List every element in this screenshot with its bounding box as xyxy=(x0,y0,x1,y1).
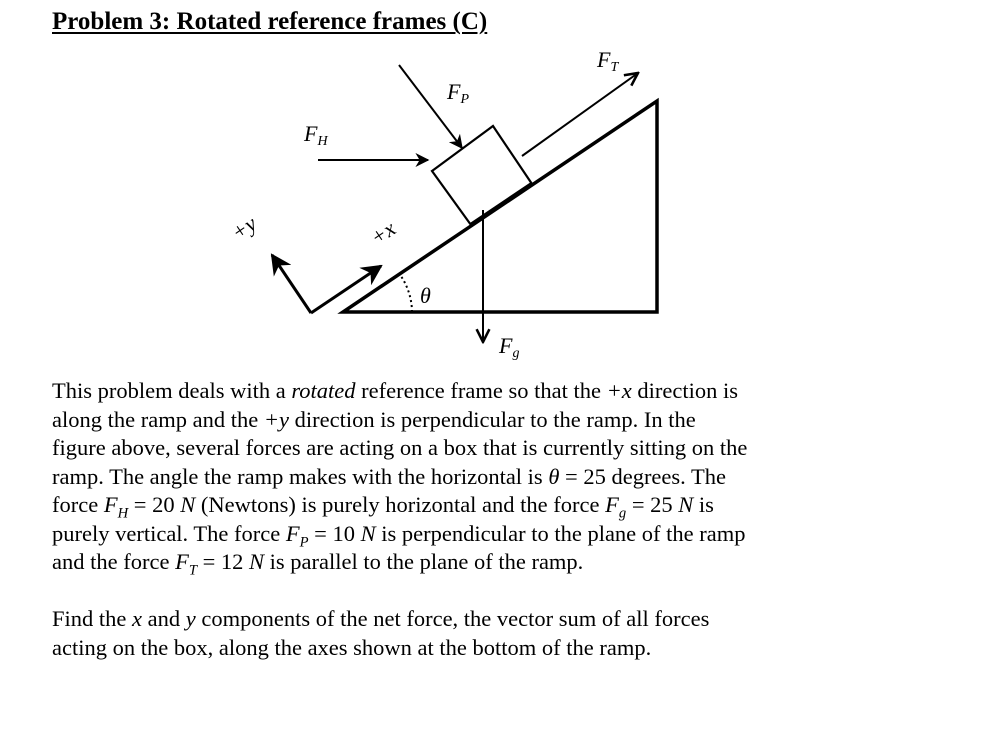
label-plus-x: +x xyxy=(365,215,401,251)
plus-x-axis-arrow xyxy=(311,266,381,313)
desc-line-4: ramp. The angle the ramp makes with the horizontal is θ = 25 degrees. The xyxy=(52,463,726,489)
force-T-arrow xyxy=(522,73,638,156)
force-P-arrow xyxy=(399,65,462,148)
label-theta: θ xyxy=(420,283,431,308)
desc-line-7: and the force $F_T = 12$ N is parallel to the plane of the ramp. xyxy=(52,549,584,579)
label-F-H: FH xyxy=(304,121,328,149)
problem-description xyxy=(52,377,932,577)
theta-angle-arc xyxy=(398,272,412,312)
desc-line-2: along the ramp and the +y direction is perpendicular to the ramp. In the xyxy=(52,406,696,432)
desc-line-6: purely vertical. The force $F_P = 10$ N is perpendicular to the plane of the ramp xyxy=(52,520,746,550)
label-F-T: FT xyxy=(597,47,619,75)
problem-question xyxy=(52,605,932,662)
label-F-P: FP xyxy=(447,79,470,107)
problem-title: Problem 3: Rotated reference frames (C) xyxy=(52,8,488,35)
question-line-1: Find the x and y components of the net force, the vector sum of all forces xyxy=(52,606,710,631)
label-F-g: Fg xyxy=(499,333,520,361)
label-plus-y: +y xyxy=(226,210,262,246)
desc-line-1: This problem deals with a rotated reference frame so that the +x direction is xyxy=(52,378,739,403)
question-line-2: acting on the box, along the axes shown at the bottom of the ramp. xyxy=(52,634,652,660)
plus-y-axis-arrow xyxy=(272,255,311,313)
desc-line-5: force $F_H = 20$ N (Newtons) is purely horizontal and the force $F_g = 25$ N is xyxy=(52,492,714,522)
desc-line-3: figure above, several forces are acting on a box that is currently sitting on the xyxy=(52,435,748,460)
